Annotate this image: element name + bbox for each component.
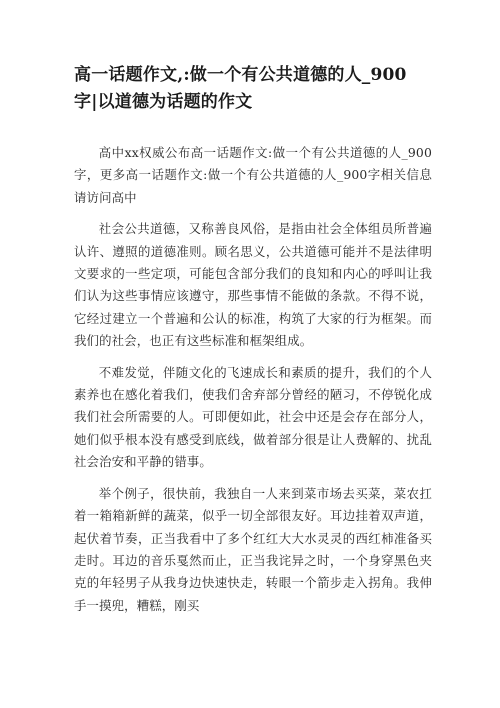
paragraph-intro: 高中xx权威公布高一话题作文:做一个有公共道德的人_900字，更多高一话题作文:做一个有公共道德的人_900字相关信息请访问高中 (74, 145, 432, 205)
paragraph-public-morality: 社会公共道德，又称善良风俗，是指由社会全体组员所普遍认许、遵照的道德准则。顾名思义，公共道德可能并不是法律明文要求的一些定项，可能包含部分我们的良知和内心的呼叫让我们认为这些事情应该遵守，那些事情不能做的条款。不得不说，它经过建立一个普遍和公认的标准，构筑了大家的行为框架。而我们的社会，也正有这些标准和框架组成。 (74, 221, 432, 349)
paragraph-example: 举个例子，很快前，我独自一人来到菜市场去买菜，菜农扛着一箱箱新鲜的蔬菜，似乎一切全部很友好。耳边挂着双声道，起伏着节奏，正当我看中了多个红红大大水灵灵的西红柿准备买走时。耳边的音乐戛然而止，正当我诧异之时，一个身穿黑色夹克的年轻男子从我身边快速快走，转眼一个箭步走入拐角。我伸手一摸兜，糟糕，刚买 (74, 485, 432, 613)
paragraph-social-change: 不难发觉，伴随文化的飞速成长和素质的提升，我们的个人素养也在感化着我们，使我们舍弃部分曾经的陋习，不停锐化成我们社会所需要的人。可即便如此，社会中还是会存在部分人，她们似乎根本没有感受到底线，做着部分很是让人费解的、扰乱社会治安和平静的错事。 (74, 364, 432, 470)
document-body (74, 142, 432, 626)
document-title: 高一话题作文,:做一个有公共道德的人_900字|以道德为话题的作文 (74, 65, 407, 112)
